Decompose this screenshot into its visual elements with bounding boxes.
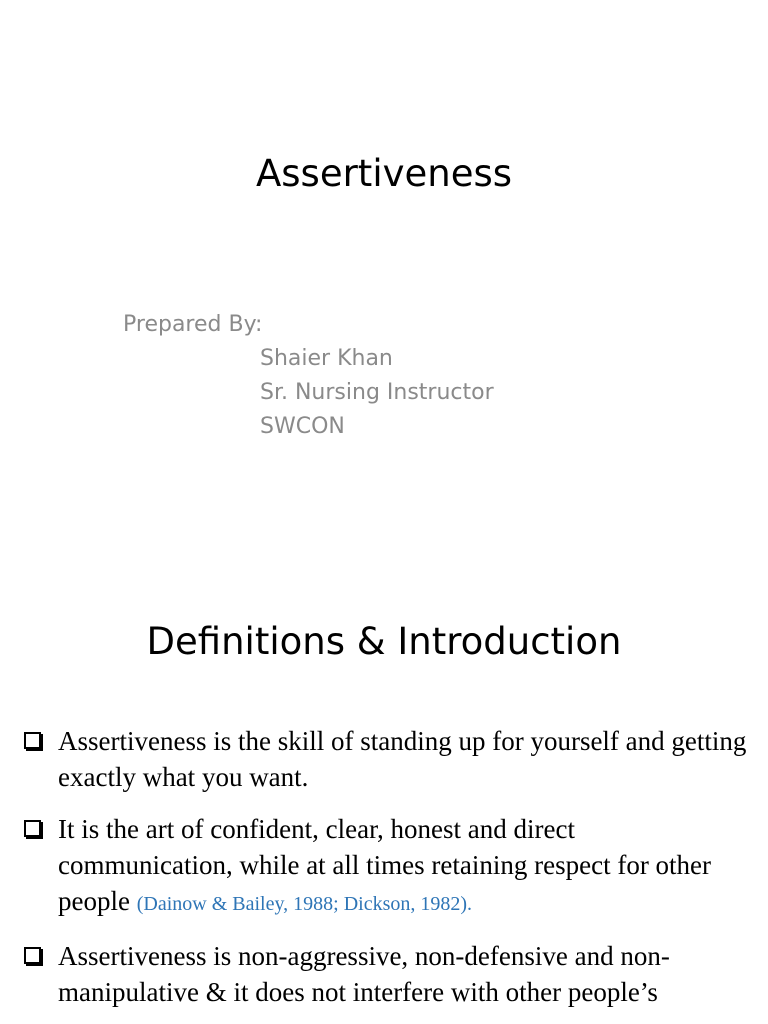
- checkbox-bullet-icon: [24, 732, 41, 749]
- bullet-text: It is the art of confident, clear, honest and direct communication, while at all times retaining respect for other people: [58, 814, 712, 916]
- checkbox-bullet-icon: [24, 947, 41, 964]
- prepared-by-label: Prepared By:: [123, 312, 263, 337]
- bullet-text: Assertiveness is non-aggressive, non-defensive and non-manipulative & it does not interfere with other people’s: [58, 941, 670, 1007]
- bullet-text: Assertiveness is the skill of standing up for yourself and getting exactly what you want.: [58, 726, 747, 792]
- slide-title-heading: Assertiveness: [255, 152, 513, 195]
- presenter-org: SWCON: [260, 414, 345, 439]
- bullet-citation: (Dainow & Bailey, 1988; Dickson, 1982).: [136, 893, 473, 915]
- bullet-item: [22, 811, 752, 922]
- bullet-item: [22, 938, 752, 1010]
- checkbox-bullet-icon: [24, 820, 41, 837]
- bullet-item: [22, 723, 752, 795]
- slide-definitions-heading: Definitions & Introduction: [146, 620, 622, 663]
- bullet-list: [22, 723, 752, 1024]
- slide-definitions: [0, 576, 768, 1024]
- presenter-name: Shaier Khan: [260, 346, 393, 371]
- presenter-role: Sr. Nursing Instructor: [260, 380, 494, 405]
- presenter-info: [123, 308, 494, 444]
